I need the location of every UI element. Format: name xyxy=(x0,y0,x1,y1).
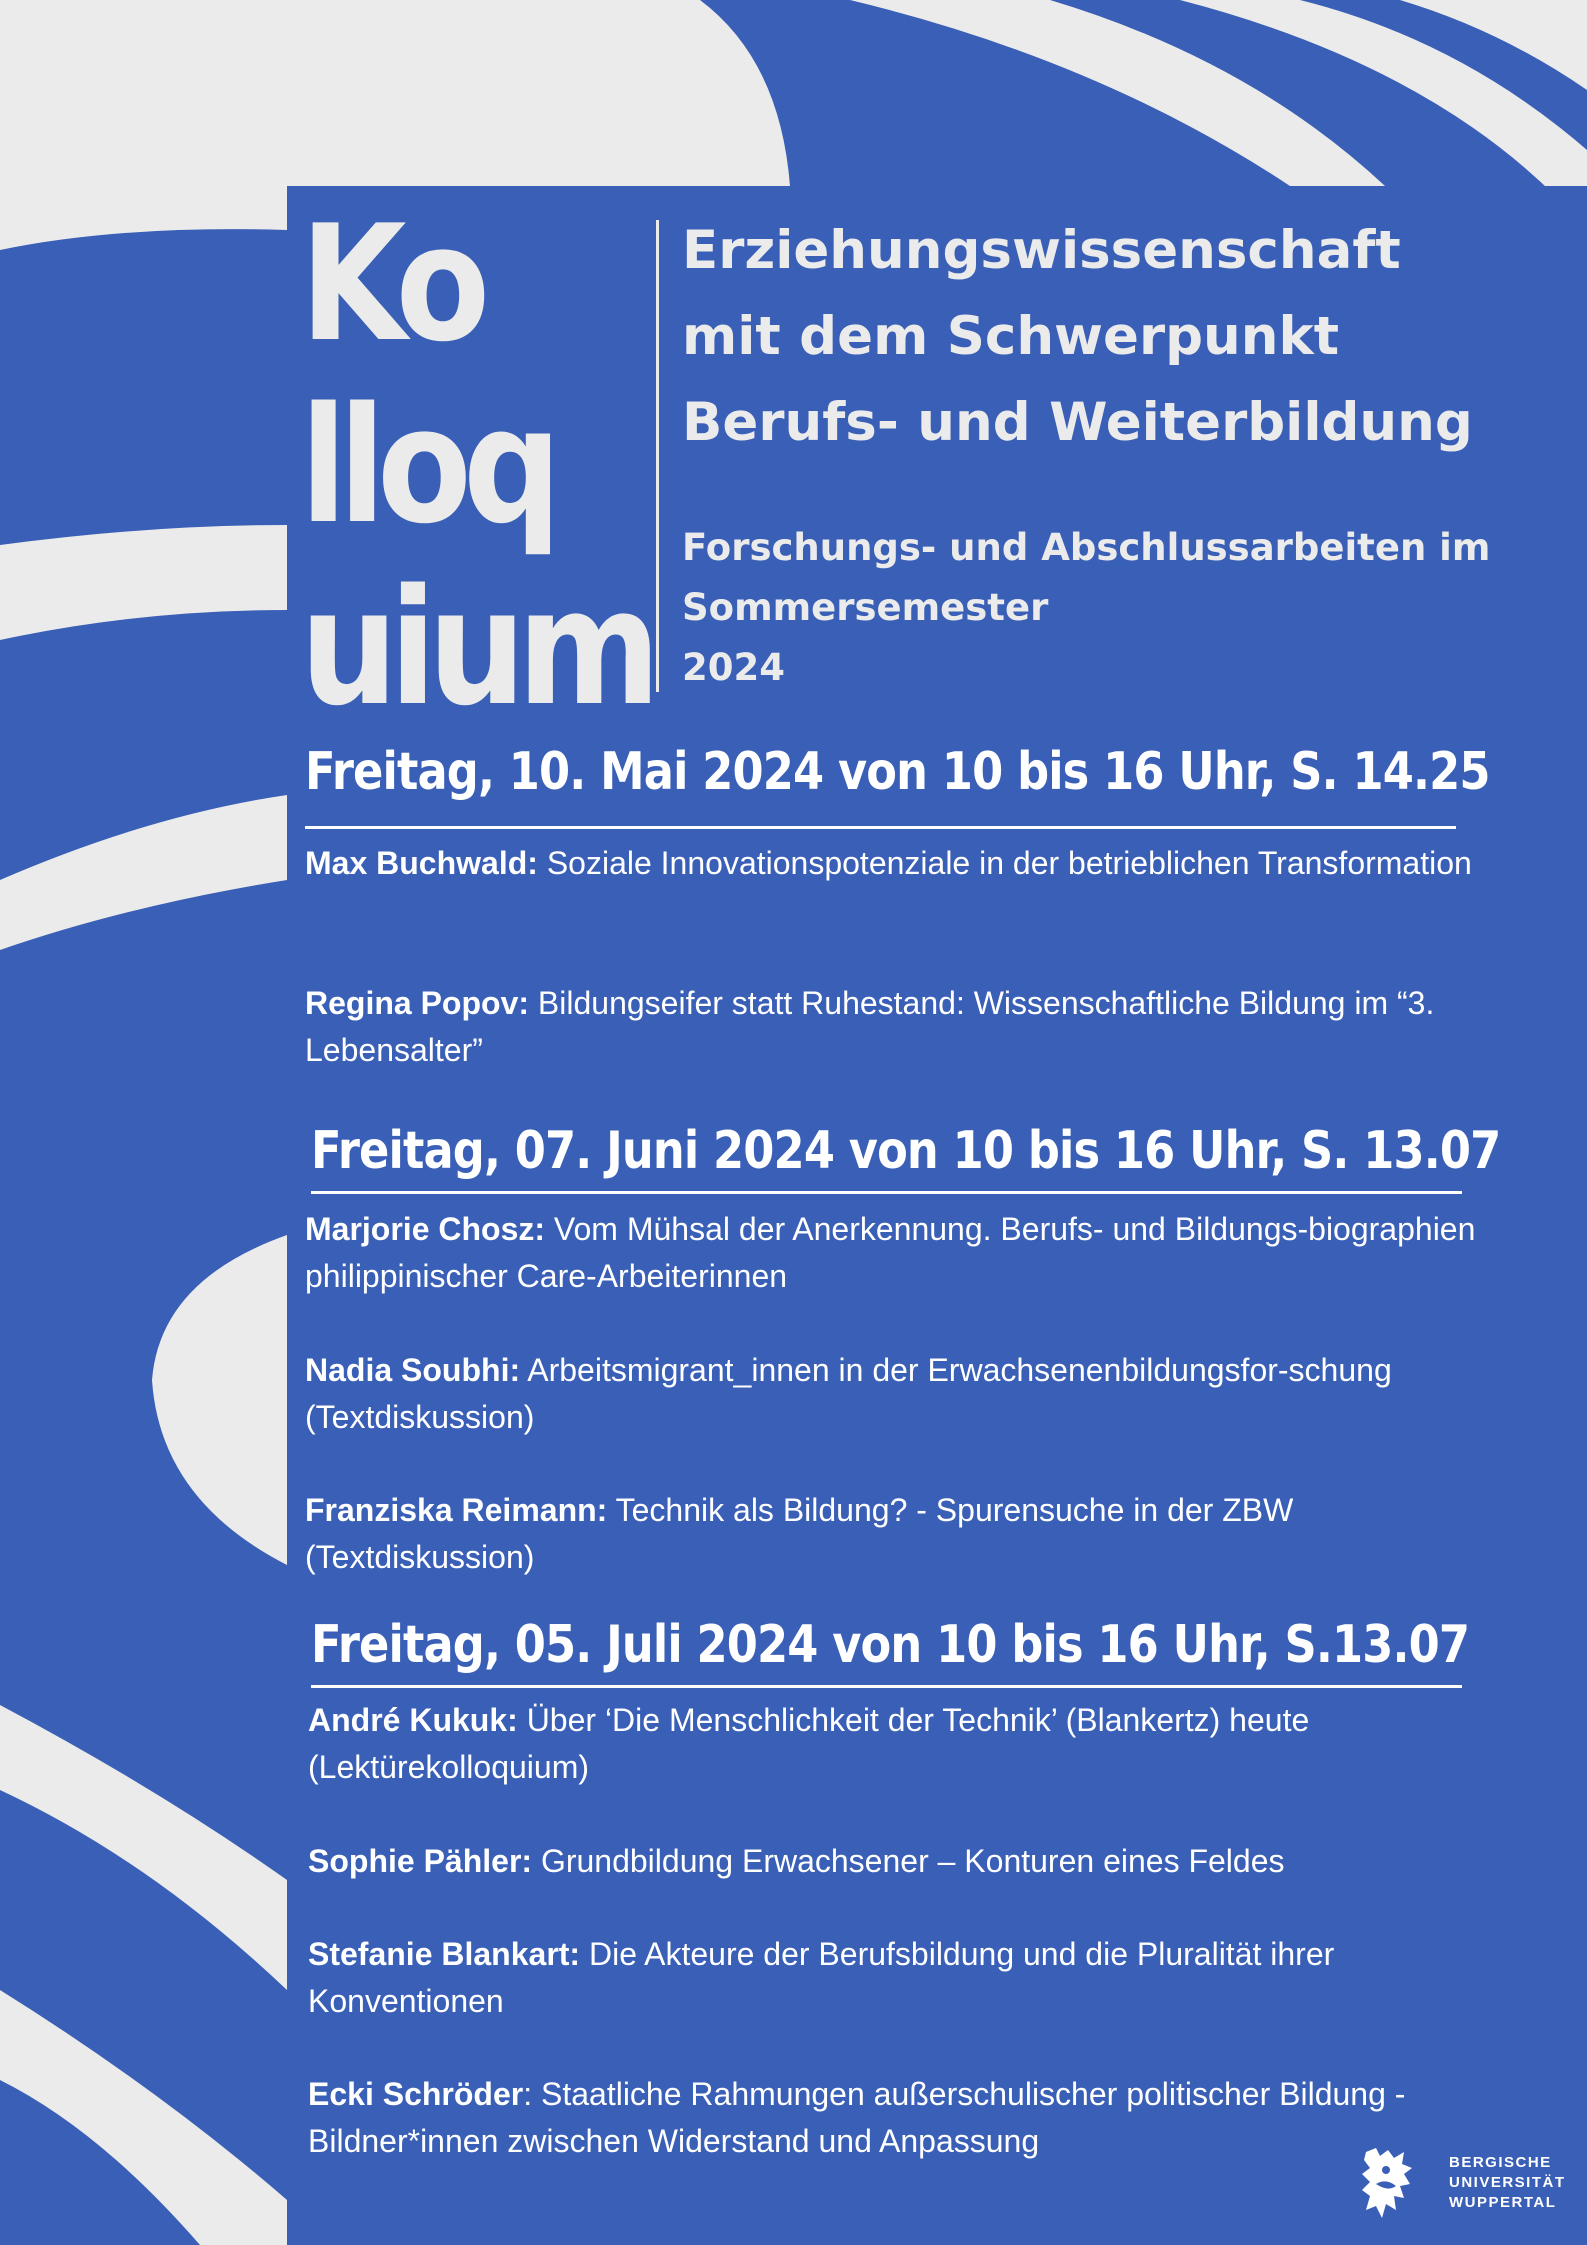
session-rule xyxy=(311,1191,1462,1194)
talk-title: Bildungseifer statt Ruhestand: Wissenschaftliche Bildung im “3. Lebensalter” xyxy=(305,985,1435,1068)
talk-title: Die Akteure der Berufsbildung und die Pluralität ihrer Konventionen xyxy=(308,1936,1335,2019)
session-rule xyxy=(311,1685,1462,1688)
talk-title: Soziale Innovationspotenziale in der betrieblichen Transformation xyxy=(537,845,1472,881)
session-date: Freitag, 07. Juni 2024 von 10 bis 16 Uhr, S. 13.07 xyxy=(311,1121,1501,1181)
title-line: Berufs- und Weiterbildung xyxy=(682,392,1473,453)
talk-speaker: Ecki Schröder xyxy=(308,2076,524,2112)
logo-line: UNIVERSITÄT xyxy=(1449,2174,1566,2191)
talk-item xyxy=(308,1931,1488,2025)
talk-item xyxy=(305,840,1485,887)
talk-speaker: André Kukuk: xyxy=(308,1702,518,1738)
session-date: Freitag, 05. Juli 2024 von 10 bis 16 Uhr, S.13.07 xyxy=(311,1615,1470,1675)
talk-item xyxy=(308,1697,1488,1791)
talk-title: Technik als Bildung? - Spurensuche in der ZBW (Textdiskussion) xyxy=(305,1492,1294,1575)
big-word-line-2: lloq xyxy=(300,372,553,559)
subtitle-line: Sommersemester xyxy=(682,586,1049,629)
talk-speaker: Max Buchwald: xyxy=(305,845,538,881)
talk-title: Arbeitsmigrant_innen in der Erwachsenenbildungsfor-schung (Textdiskussion) xyxy=(305,1352,1392,1435)
talk-title: Grundbildung Erwachsener – Konturen eines Feldes xyxy=(532,1843,1285,1879)
talk-item xyxy=(305,1487,1485,1581)
talk-speaker: Sophie Pähler: xyxy=(308,1843,533,1879)
lion-crest-icon xyxy=(1358,2144,1418,2224)
title-line: mit dem Schwerpunkt xyxy=(682,306,1340,367)
session-rule xyxy=(305,826,1456,829)
big-word-line-1: Ko xyxy=(300,190,482,377)
talk-item xyxy=(305,1347,1485,1441)
title-line: Erziehungswissenschaft xyxy=(682,220,1401,281)
subtitle-line: Forschungs- und Abschlussarbeiten im xyxy=(682,526,1491,569)
university-logo-text xyxy=(1449,2153,1566,2213)
session-date: Freitag, 10. Mai 2024 von 10 bis 16 Uhr, S. 14.25 xyxy=(305,742,1490,802)
title-divider xyxy=(656,220,659,692)
talk-speaker: Stefanie Blankart: xyxy=(308,1936,581,1972)
logo-line: BERGISCHE xyxy=(1449,2154,1552,2171)
talk-item xyxy=(308,2071,1488,2165)
logo-line: WUPPERTAL xyxy=(1449,2194,1557,2211)
talk-item xyxy=(305,1206,1485,1300)
talk-speaker: Marjorie Chosz: xyxy=(305,1211,546,1247)
talk-speaker: Nadia Soubhi: xyxy=(305,1352,521,1388)
big-word-line-3: uium xyxy=(300,554,653,741)
subtitle-line: 2024 xyxy=(682,646,785,689)
talk-title: : Staatliche Rahmungen außerschulischer politischer Bildung - Bildner*innen zwischen Widerstand und Anpassung xyxy=(308,2076,1406,2159)
poster-title xyxy=(682,208,1562,466)
talk-speaker: Franziska Reimann: xyxy=(305,1492,608,1528)
talk-speaker: Regina Popov: xyxy=(305,985,530,1021)
talk-title: Über ‘Die Menschlichkeit der Technik’ (Blankertz) heute (Lektürekolloquium) xyxy=(308,1702,1310,1785)
talk-item xyxy=(308,1838,1488,1885)
talk-title: Vom Mühsal der Anerkennung. Berufs- und Bildungs-biographien philippinischer Care-Arbeiterinnen xyxy=(305,1211,1476,1294)
talk-item xyxy=(305,980,1485,1074)
poster-subtitle xyxy=(682,518,1562,698)
